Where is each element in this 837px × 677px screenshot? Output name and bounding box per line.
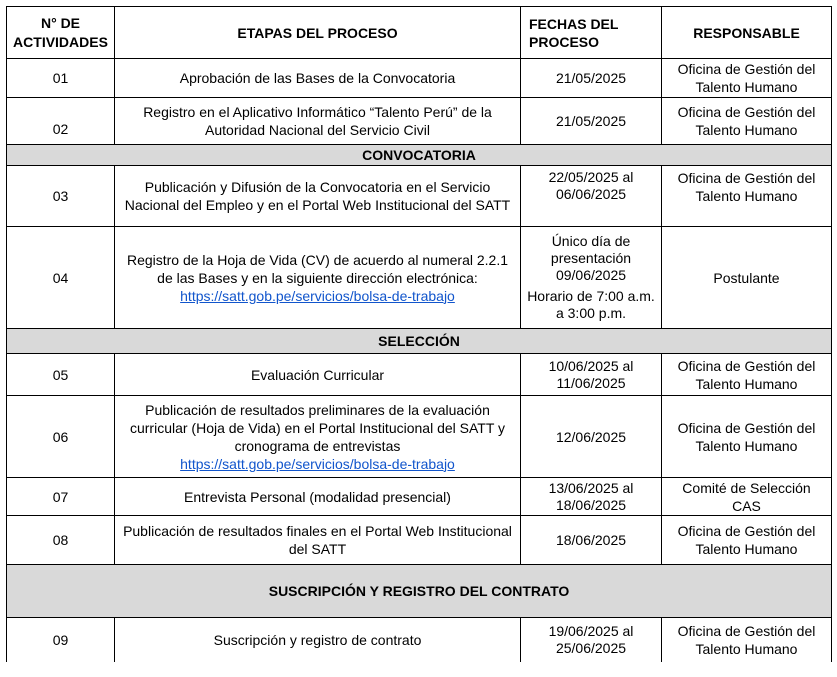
header-row <box>7 7 832 59</box>
row-responsible: Oficina de Gestión del Talento Humano <box>662 166 832 227</box>
row-stage-text: Registro de la Hoja de Vida (CV) de acuerdo al numeral 2.2.1 de las Bases y en la siguiente dirección electrónica: <box>126 251 509 286</box>
row-responsible: Oficina de Gestión del Talento Humano <box>662 618 832 662</box>
row-number: 08 <box>7 516 115 565</box>
bolsa-de-trabajo-link[interactable]: https://satt.gob.pe/servicios/bolsa-de-trabajo <box>180 455 455 472</box>
table-row <box>7 396 832 478</box>
table-row <box>7 166 832 227</box>
row-schedule-text: Horario de 7:00 a.m. a 3:00 p.m. <box>527 288 655 321</box>
row-date: 18/06/2025 <box>521 516 662 565</box>
row-number: 01 <box>7 59 115 98</box>
row-responsible: Oficina de Gestión del Talento Humano <box>662 98 832 145</box>
table-row <box>7 478 832 516</box>
section-title: SUSCRIPCIÓN Y REGISTRO DEL CONTRATO <box>7 565 832 618</box>
row-responsible: Postulante <box>662 227 832 329</box>
header-stages: ETAPAS DEL PROCESO <box>115 7 521 59</box>
row-responsible: Comité de Selección CAS <box>662 478 832 516</box>
section-title: CONVOCATORIA <box>7 145 832 166</box>
schedule-table <box>6 6 832 662</box>
row-date: 12/06/2025 <box>521 396 662 478</box>
table-row <box>7 618 832 662</box>
section-row-contrato <box>7 565 832 618</box>
row-stage <box>115 227 521 329</box>
section-row-convocatoria <box>7 145 832 166</box>
table-row <box>7 516 832 565</box>
row-number: 09 <box>7 618 115 662</box>
row-stage: Publicación de resultados finales en el Portal Web Institucional del SATT <box>115 516 521 565</box>
row-responsible: Oficina de Gestión del Talento Humano <box>662 516 832 565</box>
bolsa-de-trabajo-link[interactable]: https://satt.gob.pe/servicios/bolsa-de-trabajo <box>180 287 455 304</box>
row-number: 03 <box>7 166 115 227</box>
section-title: SELECCIÓN <box>7 329 832 354</box>
row-responsible: Oficina de Gestión del Talento Humano <box>662 354 832 396</box>
table-row <box>7 227 832 329</box>
row-date: 21/05/2025 <box>521 59 662 98</box>
row-stage: Evaluación Curricular <box>115 354 521 396</box>
row-responsible: Oficina de Gestión del Talento Humano <box>662 396 832 478</box>
row-stage <box>115 396 521 478</box>
row-number: 04 <box>7 227 115 329</box>
row-date: 19/06/2025 al 25/06/2025 <box>521 618 662 662</box>
header-dates: FECHAS DEL PROCESO <box>521 7 662 59</box>
table-row <box>7 354 832 396</box>
row-number: 06 <box>7 396 115 478</box>
row-responsible: Oficina de Gestión del Talento Humano <box>662 59 832 98</box>
row-stage: Suscripción y registro de contrato <box>115 618 521 662</box>
row-stage: Aprobación de las Bases de la Convocatoria <box>115 59 521 98</box>
row-stage: Publicación y Difusión de la Convocatoria en el Servicio Nacional del Empleo y en el Portal Web Institucional del SATT <box>115 166 521 227</box>
row-stage-text: Publicación de resultados preliminares de la evaluación curricular (Hoja de Vida) en el Portal Institucional del SATT y cronograma de entrevistas <box>129 401 506 454</box>
table-row <box>7 98 832 145</box>
row-date: 10/06/2025 al 11/06/2025 <box>521 354 662 396</box>
row-date: 21/05/2025 <box>521 98 662 145</box>
row-number: 07 <box>7 478 115 516</box>
section-row-seleccion <box>7 329 832 354</box>
row-date <box>521 227 662 329</box>
row-number: 02 <box>7 98 115 145</box>
table-row <box>7 59 832 98</box>
row-date-text: Único día de presentación 09/06/2025 <box>550 233 632 283</box>
row-stage: Registro en el Aplicativo Informático “Talento Perú” de la Autoridad Nacional del Servicio Civil <box>115 98 521 145</box>
row-stage: Entrevista Personal (modalidad presencial) <box>115 478 521 516</box>
row-date: 22/05/2025 al 06/06/2025 <box>521 166 662 227</box>
header-activities: N° DE ACTIVIDADES <box>7 7 115 59</box>
row-date: 13/06/2025 al 18/06/2025 <box>521 478 662 516</box>
header-responsible: RESPONSABLE <box>662 7 832 59</box>
row-number: 05 <box>7 354 115 396</box>
